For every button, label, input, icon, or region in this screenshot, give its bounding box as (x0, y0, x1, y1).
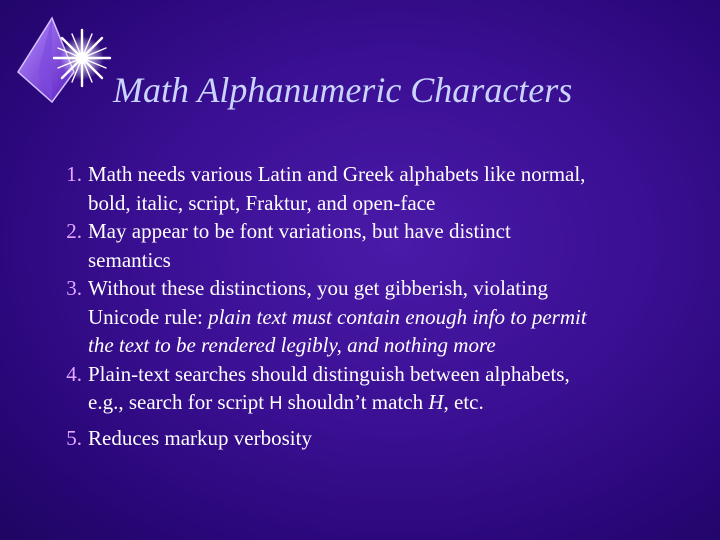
item-text: Reduces markup verbosity (88, 425, 312, 450)
list-item (30, 160, 690, 217)
item-text: shouldn’t match (282, 390, 429, 414)
script-h-symbol: H (269, 393, 283, 413)
item-number: 4. (66, 361, 82, 386)
list-item (30, 360, 690, 418)
item-text: , etc. (443, 390, 484, 414)
item-text-italic: the text to be rendered legibly, and nothing more (88, 333, 496, 357)
slide-title: Math Alphanumeric Characters (113, 70, 573, 110)
item-text: Without these distinctions, you get gibberish, violating (88, 276, 548, 300)
item-number: 2. (66, 219, 82, 243)
item-text: e.g., search for script (88, 390, 270, 414)
item-text: Plain-text searches should distinguish between alphabets, (88, 361, 570, 386)
italic-h-symbol: H (428, 390, 444, 414)
diamond-star-icon (10, 14, 120, 104)
list-item (30, 274, 690, 360)
item-number: 5. (66, 425, 82, 450)
list-item (30, 217, 690, 274)
item-number: 1. (66, 162, 82, 186)
item-text: Math needs various Latin and Greek alphabets like normal, (88, 162, 586, 186)
bullet-list (30, 160, 690, 452)
list-item (30, 424, 690, 453)
item-number: 3. (66, 276, 82, 300)
item-text-italic: plain text must contain enough info to permit (208, 304, 587, 329)
item-text: bold, italic, script, Fraktur, and open-face (88, 190, 436, 215)
item-text: May appear to be font variations, but have distinct (88, 219, 511, 243)
item-text: semantics (88, 247, 171, 272)
item-text: Unicode rule: (88, 304, 209, 329)
